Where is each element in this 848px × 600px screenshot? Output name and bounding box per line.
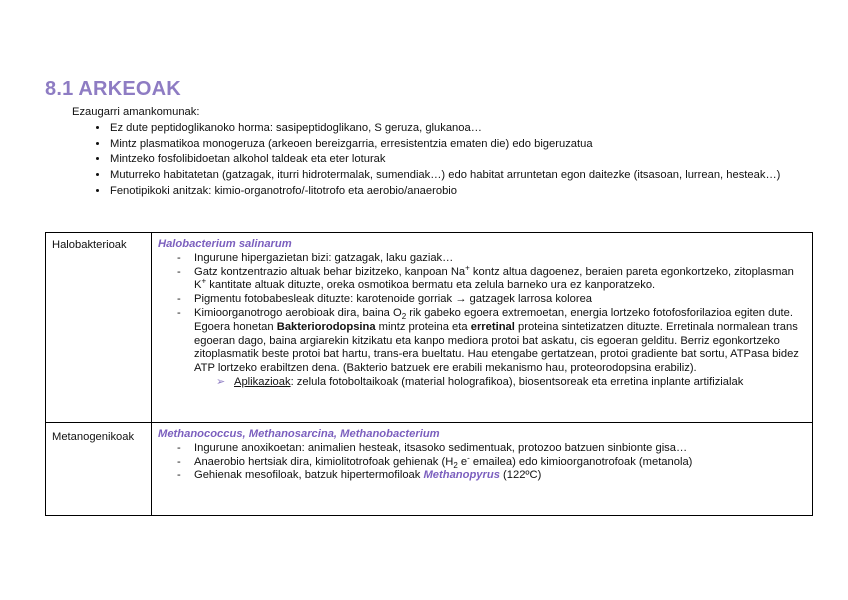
list-item: • Fenotipikoki anitzak: kimio-organotrofo/-litotrofo eta aerobio/anaerobio xyxy=(109,184,809,198)
list-item: - Ingurune hipergazietan bizi: gatzagak, laku gaziak… xyxy=(177,252,806,266)
row-content xyxy=(152,233,813,423)
list-item: • Ez dute peptidoglikanoko horma: sasipeptidoglikano, S geruza, glukanoa… xyxy=(109,121,809,135)
meta-items xyxy=(158,442,806,483)
common-features-list xyxy=(90,121,809,199)
table-row-metanogenikoak xyxy=(46,423,813,516)
list-item: - Anaerobio hertsiak dira, kimiolitotrofoak gehienak ($H_2$ e- emailea) edo kimioorganotrofoak (metanola) xyxy=(177,456,806,470)
table-row-halobakterioak xyxy=(46,233,813,423)
species-name: Methanococcus, Methanosarcina, Methanobacterium xyxy=(158,428,440,440)
row-content xyxy=(152,423,813,516)
archaea-table xyxy=(45,232,813,516)
application-label: Aplikazioak xyxy=(234,375,291,388)
list-item: • Mintzeko fosfolibidoetan alkohol taldeak eta eter loturak xyxy=(109,152,809,166)
application-list xyxy=(158,376,806,390)
species-name: Methanopyrus xyxy=(423,469,500,482)
row-label: Metanogenikoak xyxy=(46,423,152,516)
species-name: Halobacterium salinarum xyxy=(158,238,292,250)
section-heading: 8.1 ARKEOAK xyxy=(45,78,181,100)
intro-text: Ezaugarri amankomunak: xyxy=(72,106,200,118)
list-item: - Gehienak mesofiloak, batzuk hipertermofiloak Methanopyrus (122ºC) xyxy=(177,469,806,483)
list-item: - Kimioorganotrogo aerobioak dira, baina $O_2$ rik gabeko egoera extremoetan, energia lortzeko fotofosforilazioa egiten dute. Egoera honetan Bakteriorodopsina mintz proteina eta erretinal proteina sintetizatzen dituzte. Erretinala normalean trans egoeran dago, baina argiarekin kitzikatu eta kanpo mediora protoi bat askatu, cis egoeran gelditu. Berriz egonkortzeko zitoplasmatik beste protoi bat hartu, trans-era bueltatu. Hau etengabe gertatzean, protoi gradiente bat sortu, ATPasa bidez ATP lortzeko erabiltzen dena. (Bakterio batzuek ere erabili mekanismo hau, proteorodopsina erabiliz). xyxy=(177,307,806,376)
list-item: • Mintz plasmatikoa monogeruza (arkeoen bereizgarria, erresistentzia ematen die) edo bigeruzatua xyxy=(109,137,809,151)
list-item: - Gatz kontzentrazio altuak behar bizitzeko, kanpoan Na+ kontz altua dagoenez, beraien pareta egonkortzeko, zitoplasman K+ kantitate altuak dituzte, oreka osmotikoa bermatu eta zelula barneko ura ez kanporatzeko. xyxy=(177,266,806,294)
list-item: - Pigmentu fotobabesleak dituzte: karotenoide gorriak → gatzagek larrosa kolorea xyxy=(177,293,806,307)
list-item: - Ingurune anoxikoetan: animalien hesteak, itsasoko sedimentuak, protozoo batzuen sinbionte gisa… xyxy=(177,442,806,456)
arrow-bullet-icon: ➢ xyxy=(216,375,226,388)
list-item: ➢ Aplikazioak: zelula fotoboltaikoak (material holografikoa), biosentsoreak eta erretina inplante artifizialak xyxy=(216,375,744,388)
row-label: Halobakterioak xyxy=(46,233,152,423)
list-item: • Muturreko habitatetan (gatzagak, iturri hidrotermalak, sumendiak…) edo habitat arruntetan egon daitezke (itsasoan, lurrean, hesteak…) xyxy=(109,168,809,182)
halo-items xyxy=(158,252,806,376)
